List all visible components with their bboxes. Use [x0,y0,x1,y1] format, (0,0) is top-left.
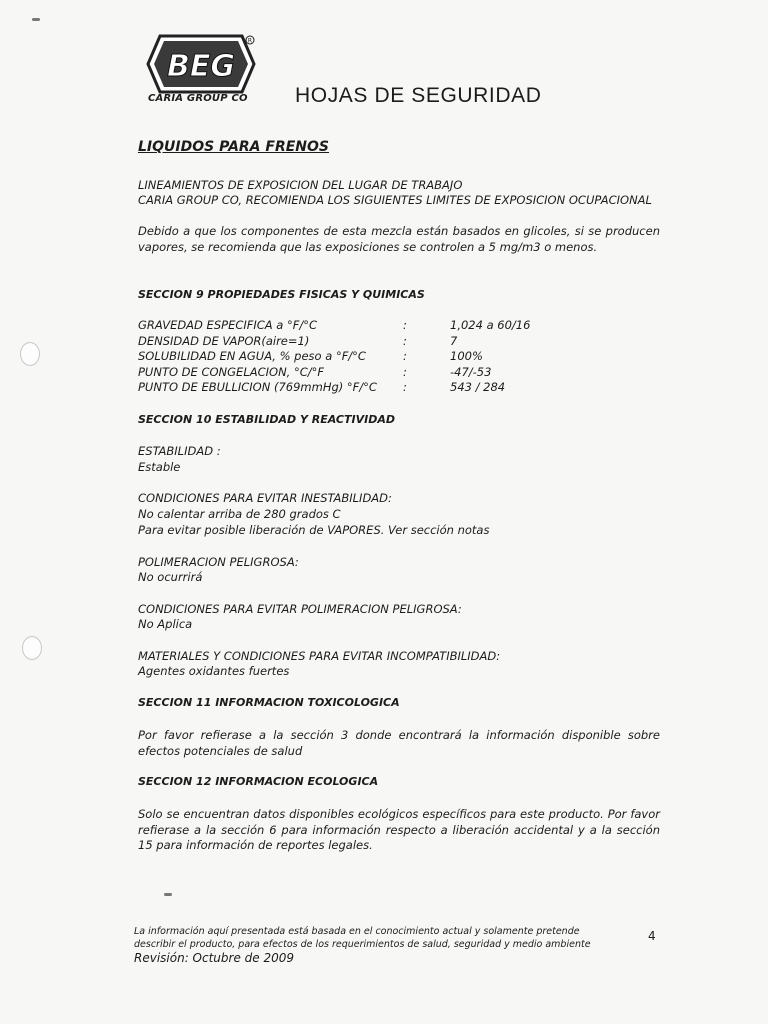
section-12-heading: SECCION 12 INFORMACION ECOLOGICA [138,775,379,788]
section-11-heading: SECCION 11 INFORMACION TOXICOLOGICA [138,696,400,709]
toxicology-text: Por favor refierase a la sección 3 donde encontrará la información disponible sobre efectos potenciales de salud [138,728,660,758]
revision-date: Revisión: Octubre de 2009 [134,951,295,965]
property-label: SOLUBILIDAD EN AGUA, % peso a °F/°C [138,349,366,363]
section-9-heading: SECCION 9 PROPIEDADES FISICAS Y QUIMICAS [138,288,425,301]
property-value: 1,024 a 60/16 [450,318,531,332]
ecology-text: Solo se encuentran datos disponibles ecológicos específicos para este producto. Por favor refierase a la sección 6 para información respecto a liberación accidental y a la sección 15 para información de reportes legales. [138,807,660,852]
logo-caption: CARIA GROUP CO [148,93,248,104]
scan-speck [32,18,40,21]
exposure-recommendation: CARIA GROUP CO, RECOMIENDA LOS SIGUIENTES LIMITES DE EXPOSICION OCUPACIONAL [138,193,652,207]
instability-condition-2: Para evitar posible liberación de VAPORES. Ver sección notas [138,523,490,537]
instability-conditions-label: CONDICIONES PARA EVITAR INESTABILIDAD: [138,491,392,505]
property-separator: : [403,364,407,379]
polymerization-conditions-value: No Aplica [138,617,193,631]
exposure-limit-text: Debido a que los componentes de esta mezcla están basados en glicoles, si se producen vapores, se recomienda que las exposiciones se controlen a 5 mg/m3 o menos. [138,224,660,254]
property-value: 543 / 284 [450,380,506,394]
section-10-heading: SECCION 10 ESTABILIDAD Y REACTIVIDAD [138,413,395,426]
footer-disclaimer: La información aquí presentada está basada en el conocimiento actual y solamente pretende describir el producto, para efectos de los requerimientos de salud, seguridad y medio ambiente [134,926,591,950]
property-separator: : [403,380,407,394]
property-separator: : [403,318,407,332]
polymerization-conditions-label: CONDICIONES PARA EVITAR POLIMERACION PELIGROSA: [138,602,462,616]
svg-text:BEG: BEG [167,49,235,84]
property-value: 100% [450,349,483,363]
punch-hole [22,636,42,660]
property-row [138,318,658,334]
property-separator: : [403,349,407,363]
property-value: -47/-53 [450,364,492,379]
property-row [138,334,658,350]
property-label: DENSIDAD DE VAPOR(aire=1) [138,333,310,348]
product-title: LIQUIDOS PARA FRENOS [138,139,329,155]
page-number: 4 [648,929,656,943]
property-label: GRAVEDAD ESPECIFICA a °F/°C [138,318,318,332]
property-row [138,365,658,381]
property-label: PUNTO DE CONGELACION, °C/°F [138,364,325,379]
instability-condition-1: No calentar arriba de 280 grados C [138,507,341,521]
document-title: HOJAS DE SEGURIDAD [295,84,542,107]
scan-speck [164,893,172,896]
property-value: 7 [450,333,458,348]
punch-hole [20,342,40,366]
incompatibility-value: Agentes oxidantes fuertes [138,664,290,678]
svg-text:R: R [247,37,253,45]
stability-label: ESTABILIDAD : [138,444,221,458]
stability-value: Estable [138,460,181,474]
physical-properties-table [138,318,658,396]
polymerization-label: POLIMERACION PELIGROSA: [138,555,299,569]
polymerization-value: No ocurrirá [138,570,203,584]
property-row [138,380,658,396]
exposure-guidelines-heading: LINEAMIENTOS DE EXPOSICION DEL LUGAR DE TRABAJO [138,178,463,192]
incompatibility-label: MATERIALES Y CONDICIONES PARA EVITAR INCOMPATIBILIDAD: [138,649,501,663]
property-separator: : [403,333,407,348]
property-label: PUNTO DE EBULLICION (769mmHg) °F/°C [138,380,377,394]
property-row [138,349,658,365]
